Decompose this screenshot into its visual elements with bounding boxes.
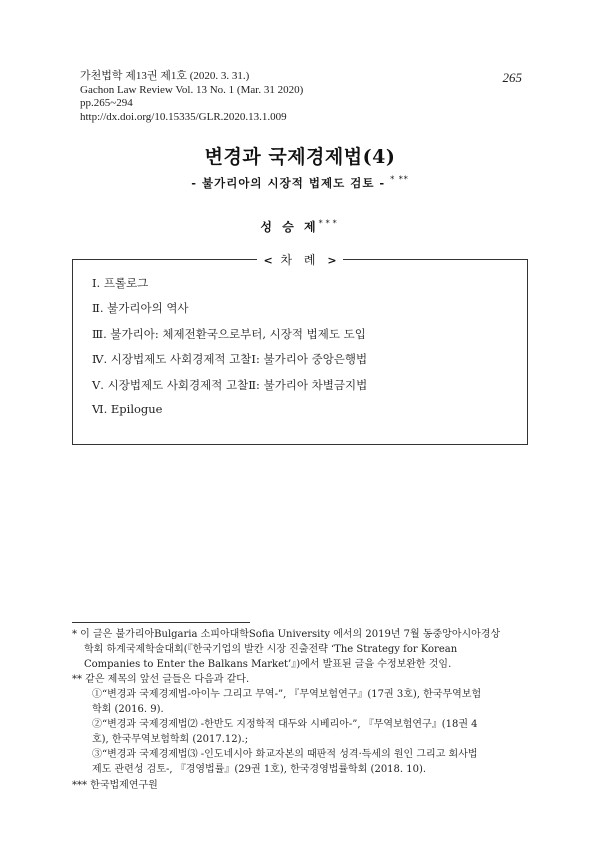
footnote-2-item-2-line-1: ②“변경과 국제경제법⑵ -한반도 지정학적 대두와 시베리아-”, 『무역보험연구』(18권 4 [92, 719, 478, 730]
footnote-2-intro: ** 같은 제목의 앞선 글들은 다음과 같다. [72, 674, 250, 685]
author-name: 성 승 제 [260, 220, 319, 234]
article-subtitle [0, 175, 600, 191]
toc-item-2[interactable]: Ⅱ. 불가리아의 역사 [92, 301, 189, 315]
doi-link[interactable]: http://dx.doi.org/10.15335/GLR.2020.13.1.009 [80, 110, 287, 123]
subtitle-footnote-marks[interactable]: * ** [390, 175, 409, 185]
toc-label-right-bracket: > [327, 254, 337, 267]
toc-item-3[interactable]: Ⅲ. 불가리아: 체제전환국으로부터, 시장적 법제도 도입 [92, 327, 366, 341]
toc-item-4[interactable]: Ⅳ. 시장법제도 사회경제적 고찰Ⅰ: 불가리아 중앙은행법 [92, 352, 368, 366]
footnote-2-item-2-line-2: 호), 한국무역보험학회 (2017.12).; [92, 734, 249, 745]
footnote-rule [72, 622, 250, 623]
toc-item-1[interactable]: Ⅰ. 프롤로그 [92, 276, 149, 290]
toc-label [0, 251, 600, 268]
footnote-2-item-1-line-2: 학회 (2016. 9). [92, 704, 164, 715]
footnote-2-item-3-line-2: 제도 관련성 검토-, 『경영법률』(29권 1호), 한국경영법률학회 (2018. 10). [92, 764, 427, 775]
toc-label-left-bracket: < [263, 254, 273, 267]
journal-name-ko: 가천법학 제13권 제1호 (2020. 3. 31.) [80, 70, 250, 82]
footnote-1-line-2: 학회 하계국제학술대회(『한국기업의 발칸 시장 진출전략 ‘The Strategy for Korean [84, 644, 458, 655]
footnote-2-item-3-line-1: ③“변경과 국제경제법⑶ -인도네시아 화교자본의 때판적 성격·득세의 원인 그리고 회사법 [92, 749, 478, 760]
subtitle-text: - 불가리아의 시장적 법제도 검토 - [191, 176, 386, 190]
toc-item-5[interactable]: Ⅴ. 시장법제도 사회경제적 고찰Ⅱ: 불가리아 차별금지법 [92, 378, 368, 392]
footnote-2-item-1-line-1: ①“변경과 국제경제법-아이누 그리고 무역-”, 『무역보험연구』(17권 3호), 한국무역보험 [92, 689, 482, 700]
toc-item-6[interactable]: Ⅵ. Epilogue [92, 402, 163, 416]
journal-name-en: Gachon Law Review Vol. 13 No. 1 (Mar. 31 2020) [80, 83, 304, 96]
article-title: 변경과 국제경제법(4) [204, 146, 396, 168]
author-footnote-mark[interactable]: *** [318, 219, 340, 228]
page-range: pp.265~294 [80, 97, 133, 109]
toc-label-text: 차 례 [280, 253, 320, 267]
footnote-1-line-1: * 이 글은 불가리아Bulgaria 소피아대학Sofia University 에서의 2019년 7월 동중앙아시아경상 [72, 629, 501, 640]
footnote-1-line-3: Companies to Enter the Balkans Market’』)에서 발표된 글을 수정보완한 것임. [84, 659, 452, 670]
footnote-3: *** 한국법제연구원 [72, 780, 158, 791]
page-number: 265 [502, 70, 522, 85]
article-author [0, 218, 600, 235]
journal-meta [80, 70, 303, 124]
